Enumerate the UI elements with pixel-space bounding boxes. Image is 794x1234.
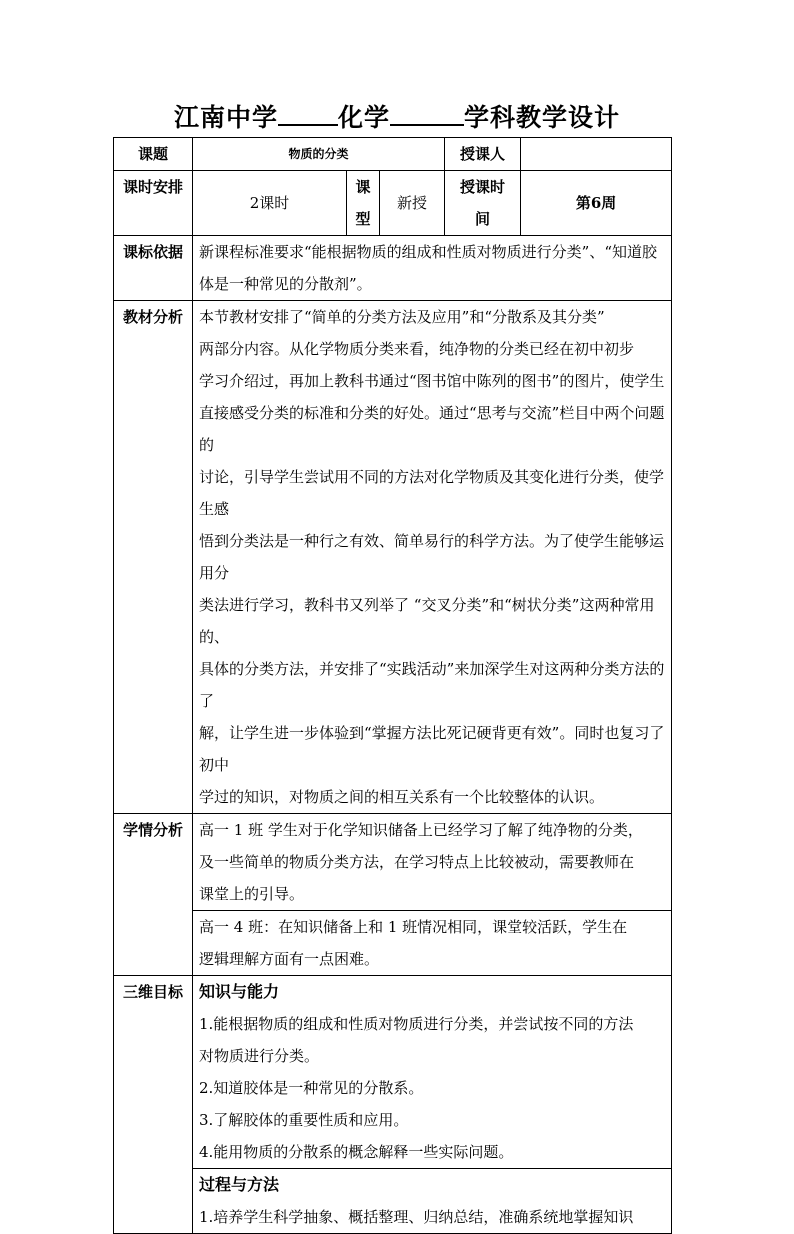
standard-text: 新课程标准要求“能根据物质的组成和性质对物质进行分类”、“知道胶体是一种常见的分散剂”。 (193, 236, 672, 301)
title-subject: 化学 (337, 103, 390, 132)
material-line: 本节教材安排了“简单的分类方法及应用”和“分散系及其分类” (199, 308, 605, 326)
topic-value: 物质的分类 (193, 138, 445, 171)
students-class1-text (193, 814, 672, 911)
standard-label: 课标依据 (114, 236, 193, 301)
row-students-class4 (114, 911, 672, 976)
material-line: 两部分内容。从化学物质分类来看，纯净物的分类已经在初中初步 (199, 340, 635, 358)
knowledge-line: 4.能用物质的分散系的概念解释一些实际问题。 (199, 1143, 514, 1161)
material-label: 教材分析 (114, 301, 193, 814)
students-line: 高一 1 班 学生对于化学知识储备上已经学习了解了纯净物的分类， (199, 821, 643, 839)
material-line: 悟到分类法是一种行之有效、简单易行的科学方法。为了使学生能够运用分 (199, 532, 665, 582)
title-school: 江南中学 (173, 103, 278, 132)
material-line: 类法进行学习，教科书又列举了 “交叉分类”和“树状分类”这两种常用的、 (199, 596, 655, 646)
students-line: 及一些简单的物质分类方法，在学习特点上比较被动，需要教师在 (199, 853, 635, 871)
lesson-plan-table (113, 137, 672, 1234)
material-line: 讨论，引导学生尝试用不同的方法对化学物质及其变化进行分类，使学生感 (199, 468, 665, 518)
goals-knowledge-text (193, 976, 672, 1169)
row-material (114, 301, 672, 814)
knowledge-line: 对物质进行分类。 (199, 1047, 320, 1065)
students-line: 课堂上的引导。 (199, 885, 305, 903)
material-line: 学习介绍过，再加上教科书通过“图书馆中陈列的图书”的图片，使学生 (199, 372, 665, 390)
students-label: 学情分析 (114, 814, 193, 976)
goals-label: 三维目标 (114, 976, 193, 1234)
schedule-label: 课时安排 (114, 171, 193, 236)
title-suffix: 学科教学设计 (464, 103, 621, 132)
page-title (0, 98, 794, 134)
type-label: 课型 (347, 171, 380, 236)
material-line: 学过的知识，对物质之间的相互关系有一个比较整体的认识。 (199, 788, 605, 806)
goals-process-text (193, 1169, 672, 1234)
material-line: 直接感受分类的标准和分类的好处。通过“思考与交流”栏目中两个问题的 (199, 404, 665, 454)
row-students-class1 (114, 814, 672, 911)
knowledge-line: 2.知道胶体是一种常见的分散系。 (199, 1079, 424, 1097)
knowledge-title: 知识与能力 (199, 982, 280, 1001)
material-text (193, 301, 672, 814)
material-line: 具体的分类方法，并安排了“实践活动”来加深学生对这两种分类方法的了 (199, 660, 665, 710)
row-goals-knowledge (114, 976, 672, 1169)
knowledge-line: 3.了解胶体的重要性质和应用。 (199, 1111, 409, 1129)
students-class4-text (193, 911, 672, 976)
week-value: 第6周 (521, 171, 672, 236)
students-line: 高一 4 班：在知识储备上和 1 班情况相同，课堂较活跃，学生在 (199, 918, 628, 936)
row-goals-process (114, 1169, 672, 1234)
teacher-label: 授课人 (445, 138, 521, 171)
material-line: 解，让学生进一步体验到“掌握方法比死记硬背更有效”。同时也复习了初中 (199, 724, 665, 774)
title-blank-2 (390, 104, 464, 126)
topic-label: 课题 (114, 138, 193, 171)
title-blank-1 (278, 104, 338, 126)
row-topic (114, 138, 672, 171)
process-line: 1.培养学生科学抽象、概括整理、归纳总结，准确系统地掌握知识 (199, 1208, 634, 1226)
students-line: 逻辑理解方面有一点困难。 (199, 950, 380, 968)
process-title: 过程与方法 (199, 1175, 280, 1194)
type-value: 新授 (380, 171, 445, 236)
row-standard (114, 236, 672, 301)
hours-value: 2课时 (193, 171, 347, 236)
row-schedule (114, 171, 672, 236)
knowledge-line: 1.能根据物质的组成和性质对物质进行分类，并尝试按不同的方法 (199, 1015, 634, 1033)
teacher-value (521, 138, 672, 171)
time-label: 授课时间 (445, 171, 521, 236)
